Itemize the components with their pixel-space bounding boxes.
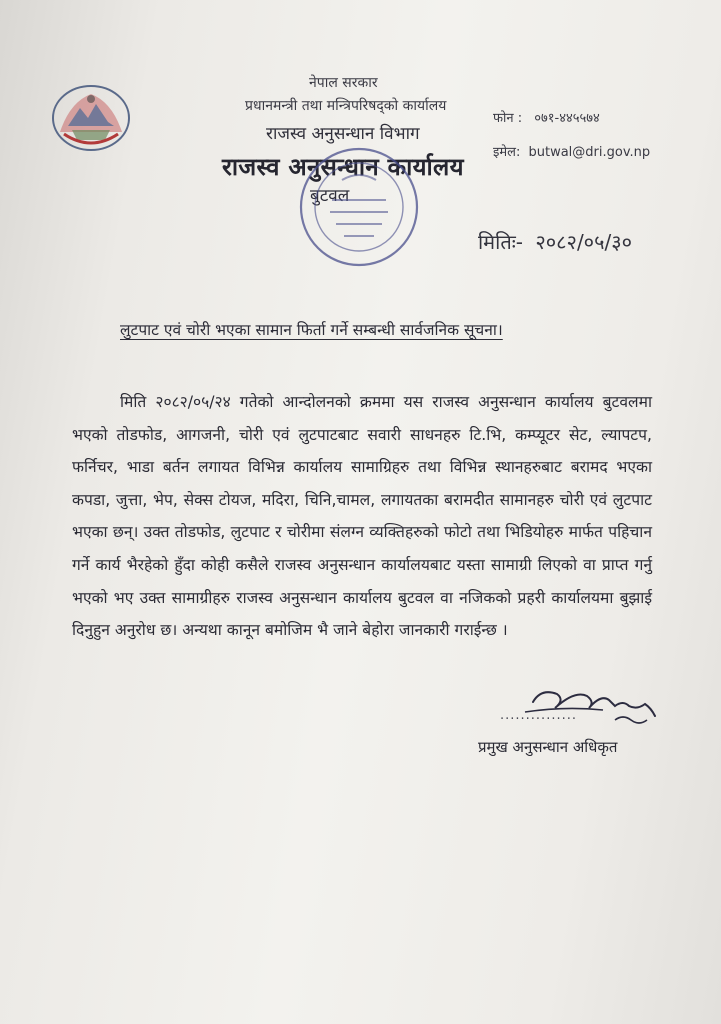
phone-line: [493, 108, 600, 126]
header-department: राजस्व अनुसन्धान विभाग: [266, 124, 420, 144]
date-value: २०८२/०५/३०: [535, 230, 633, 254]
email-address: butwal@dri.gov.np: [528, 145, 651, 160]
header-location: बुटवल: [310, 186, 350, 206]
phone-number: ०७१-४४५५७४: [534, 111, 600, 126]
notice-subject: लुटपाट एवं चोरी भएका सामान फिर्ता गर्ने सम्बन्धी सार्वजनिक सूचना।: [120, 321, 503, 339]
email-label: इमेल:: [493, 145, 521, 160]
header-ministry: प्रधानमन्त्री तथा मन्त्रिपरिषद्को कार्यालय: [245, 98, 447, 114]
signature-line: ...............: [500, 708, 577, 723]
office-stamp: [292, 140, 427, 275]
date-label: मितिः-: [478, 230, 523, 254]
header-office: राजस्व अनुसन्धान कार्यालय: [222, 153, 464, 181]
signatory-title: प्रमुख अनुसन्धान अधिकृत: [478, 738, 618, 756]
header-government: नेपाल सरकार: [309, 75, 378, 91]
email-line: [493, 142, 650, 160]
notice-body: मिति २०८२/०५/२४ गतेको आन्दोलनको क्रममा यस राजस्व अनुसन्धान कार्यालय बुटवलमा भएको तोडफोड, आगजनी, चोरी एवं लुटपाटबाट सवारी साधनहरु टि.भि, कम्प्यूटर सेट, ल्यापटप, फर्निचर, भाडा बर्तन लगायत विभिन्न कार्यालय सामाग्रिहरु तथा विभिन्न स्थानहरुबाट बरामद भएका कपडा, जुत्ता, भेप, सेक्स टोयज, मदिरा, चिनि,चामल, लगायतका बरामदीत सामानहरु चोरी एवं लुटपाट भएका छन्। उक्त तोडफोड, लुटपाट र चोरीमा संलग्न व्यक्तिहरुको फोटो तथा भिडियोहरु मार्फत पहिचान गर्ने कार्य भैरहेको हुँदा कोही कसैले राजस्व अनुसन्धान कार्यालयबाट यस्ता सामाग्री लिएको वा प्राप्त गर्नु भएको भए उक्त सामाग्रीहरु राजस्व अनुसन्धान कार्यालय बुटवल वा नजिकको प्रहरी कार्यालयमा बुझाई दिनुहुन अनुरोध छ। अन्यथा कानून बमोजिम भै जाने बेहोरा जानकारी गराईन्छ ।: [72, 393, 652, 640]
nepal-emblem-icon: [50, 82, 132, 154]
phone-label: फोन :: [493, 111, 523, 126]
date-line: [478, 228, 632, 255]
stamp-seal-icon: [301, 149, 417, 265]
